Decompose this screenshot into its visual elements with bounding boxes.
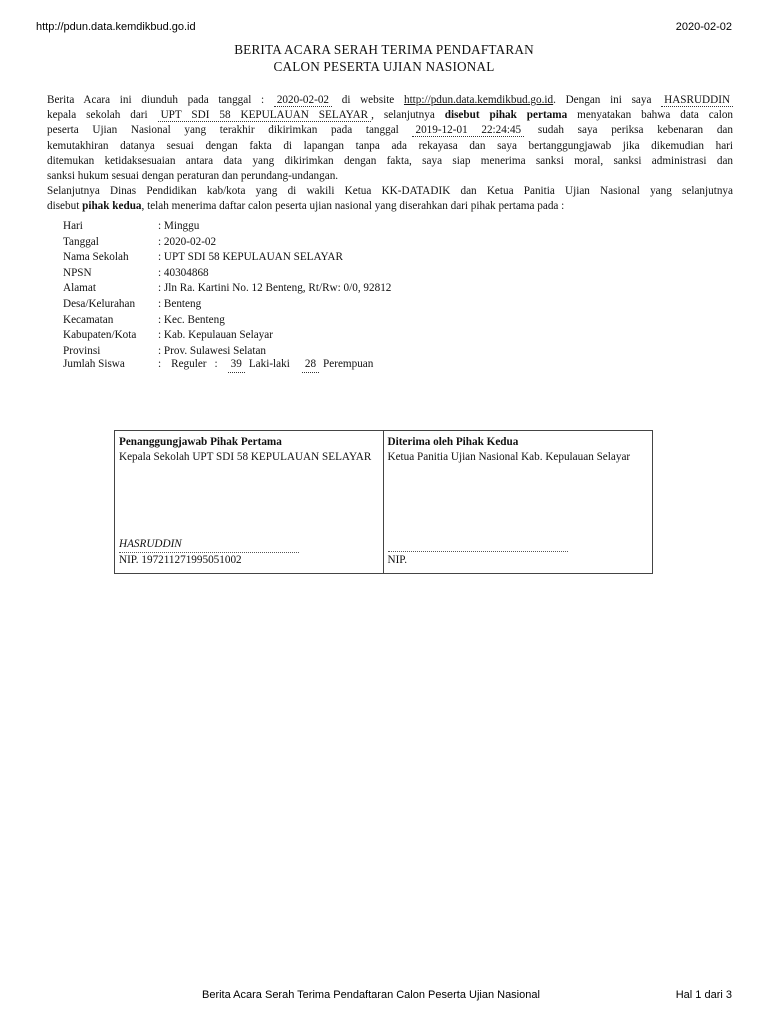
intro-text: kepala sekolah dari — [47, 109, 148, 122]
intro-line-7: Selanjutnya Dinas Pendidikan kab/kota yang di wakili Ketua KK-DATADIK dan Ketua Panitia Ujian Nasional yang selanjutnya — [47, 185, 733, 198]
first-party-name: HASRUDDIN — [119, 537, 299, 553]
info-label: NPSN — [63, 266, 92, 279]
intro-text: , telah menerima daftar calon peserta ujian nasional yang diserahkan dari pihak pertama pada : — [141, 200, 565, 213]
header-date: 2020-02-02 — [675, 21, 732, 33]
intro-line-3 — [47, 123, 733, 138]
second-party-heading: Diterima oleh Pihak Kedua — [387, 436, 519, 448]
info-label: Alamat — [63, 282, 96, 295]
second-party-nip: NIP. — [387, 554, 408, 566]
info-row — [63, 313, 391, 329]
info-value: : Prov. Sulawesi Selatan — [158, 344, 267, 357]
info-label: Desa/Kelurahan — [63, 297, 136, 310]
principal-name: HASRUDDIN — [661, 94, 733, 107]
info-row — [63, 235, 391, 251]
student-sep: : — [158, 358, 162, 370]
second-party-signature-line — [388, 537, 568, 552]
student-count-label: Jumlah Siswa — [63, 358, 125, 370]
info-row — [63, 297, 391, 313]
intro-text: . Dengan ini saya — [553, 94, 652, 106]
male-label: Laki-laki — [248, 358, 290, 370]
download-date: 2020-02-02 — [274, 94, 332, 107]
intro-text: sudah saya periksa kebenaran dan — [537, 124, 733, 137]
info-row — [63, 328, 391, 344]
school-name: UPT SDI 58 KEPULAUAN SELAYAR — [158, 109, 372, 122]
website-link[interactable]: http://pdun.data.kemdikbud.go.id — [403, 94, 554, 106]
signature-first-party — [115, 431, 384, 573]
intro-text: menyatakan bahwa data calon — [577, 109, 733, 122]
info-value: : Jln Ra. Kartini No. 12 Benteng, Rt/Rw: 0/0, 92812 — [158, 282, 392, 295]
intro-text: peserta Ujian Nasional yang terakhir dikirimkan pada tanggal — [47, 124, 399, 137]
pihak-kedua-bold: pihak kedua — [82, 200, 142, 213]
school-info-list — [63, 219, 391, 359]
info-label: Provinsi — [63, 344, 101, 357]
intro-text: di website — [341, 94, 395, 106]
info-value: : 40304868 — [158, 266, 209, 279]
intro-line-8 — [47, 199, 733, 214]
signature-second-party — [384, 431, 653, 573]
intro-line-1 — [47, 93, 733, 108]
info-row — [63, 266, 391, 282]
intro-paragraph — [47, 93, 733, 215]
title-line-1: BERITA ACARA SERAH TERIMA PENDAFTARAN — [234, 42, 534, 57]
sent-datetime: 2019-12-01 22:24:45 — [412, 124, 524, 137]
female-count: 28 — [302, 357, 319, 373]
first-party-role: Kepala Sekolah UPT SDI 58 KEPULAUAN SELAYAR — [119, 451, 372, 463]
info-value: : UPT SDI 58 KEPULAUAN SELAYAR — [158, 251, 343, 264]
signature-table — [114, 430, 653, 574]
info-value: : Kec. Benteng — [158, 313, 225, 326]
footer-page: Hal 1 dari 3 — [675, 989, 732, 1001]
header-url: http://pdun.data.kemdikbud.go.id — [36, 21, 196, 33]
pihak-pertama-bold: disebut pihak pertama — [444, 109, 568, 122]
info-label: Kabupaten/Kota — [63, 329, 137, 342]
first-party-nip: NIP. 197211271995051002 — [119, 554, 242, 566]
info-value: : 2020-02-02 — [158, 235, 217, 248]
student-count-row — [63, 357, 373, 373]
info-value: : Kab. Kepulauan Selayar — [158, 329, 273, 342]
info-value: : Minggu — [158, 220, 200, 232]
female-label: Perempuan — [323, 358, 374, 370]
second-party-role: Ketua Panitia Ujian Nasional Kab. Kepulauan Selayar — [387, 451, 631, 463]
intro-line-2 — [47, 108, 733, 123]
info-row — [63, 281, 391, 297]
info-row — [63, 250, 391, 266]
footer-title: Berita Acara Serah Terima Pendaftaran Calon Peserta Ujian Nasional — [202, 989, 540, 1001]
intro-line-5: ditemukan ketidaksesuaian antara data yang dikirimkan dengan fakta, saya siap menerima sanksi moral, sanksi administrasi dan — [47, 154, 733, 167]
document-title — [0, 41, 768, 75]
first-party-heading: Penanggungjawab Pihak Pertama — [119, 436, 282, 448]
intro-text: , selanjutnya — [371, 109, 435, 122]
info-label: Tanggal — [63, 235, 99, 248]
intro-text: Berita Acara ini diunduh pada tanggal : — [47, 94, 265, 106]
intro-line-4: kemutakhiran datanya sesuai dengan fakta di lapangan tanpa ada rekayasa dan saya bertanggungjawab jika dikemudian hari — [47, 139, 733, 152]
student-type: Reguler — [171, 358, 207, 370]
intro-line-6: sanksi hukum sesuai dengan peraturan dan perundang-undangan. — [47, 169, 339, 182]
info-value: : Benteng — [158, 297, 202, 310]
info-row — [63, 219, 391, 235]
student-sep-2: : — [214, 358, 218, 370]
male-count: 39 — [228, 357, 245, 373]
intro-text: disebut — [47, 200, 80, 213]
title-line-2: CALON PESERTA UJIAN NASIONAL — [273, 59, 495, 74]
info-label: Nama Sekolah — [63, 251, 129, 264]
info-label: Hari — [63, 220, 83, 232]
info-label: Kecamatan — [63, 313, 114, 326]
